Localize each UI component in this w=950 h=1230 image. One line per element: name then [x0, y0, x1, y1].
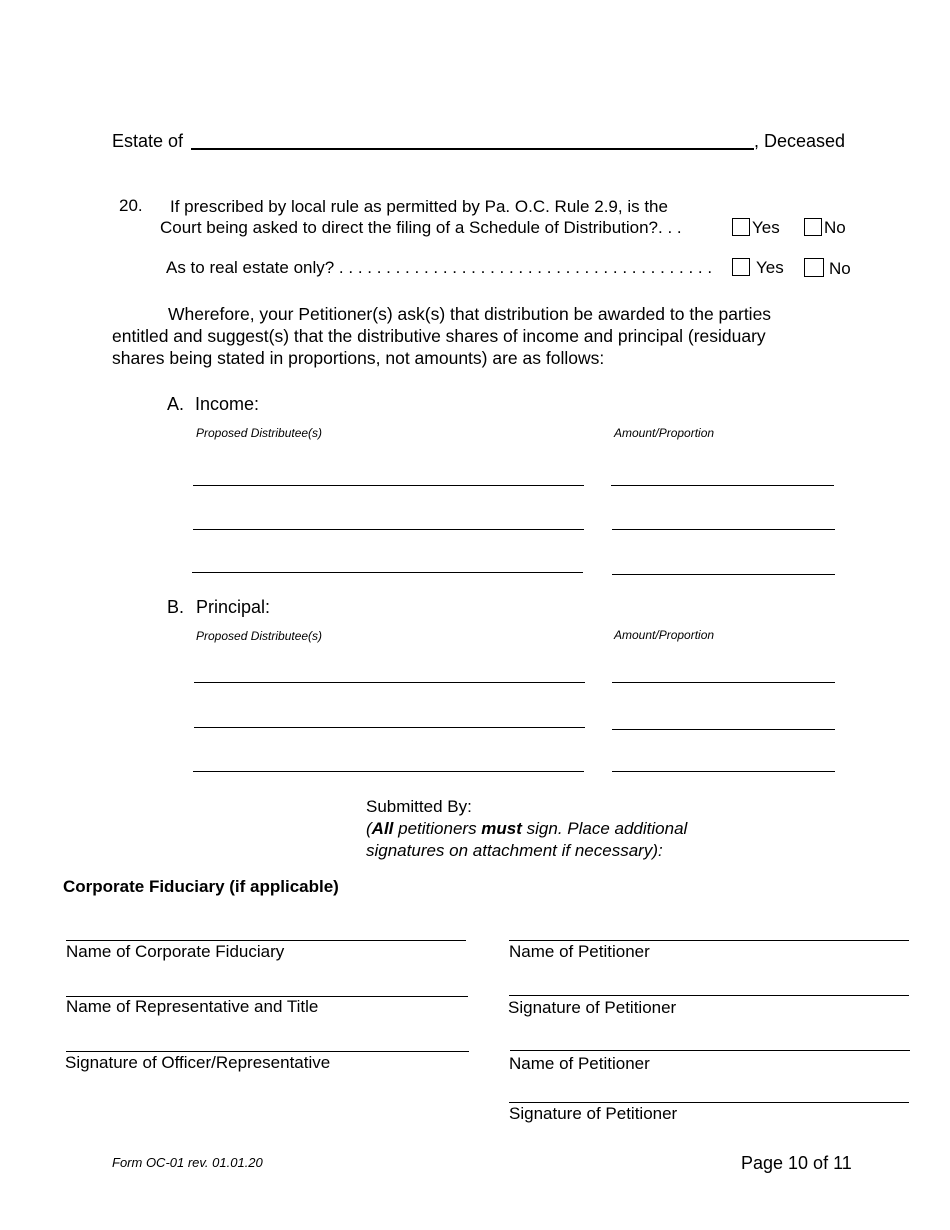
petitioner2-signature-line[interactable] [509, 1102, 909, 1103]
income-amount-line-1[interactable] [611, 485, 834, 486]
income-distributee-line-2[interactable] [193, 529, 584, 530]
wherefore-text: Wherefore, your Petitioner(s) ask(s) that distribution be awarded to the parties entitled and suggest(s) that the distributive shares of income and principal (residuary shares being stated in proportions, not amounts) are as follows: [112, 304, 772, 368]
principal-amount-line-2[interactable] [612, 729, 835, 730]
page-number: Page 10 of 11 [741, 1153, 852, 1173]
principal-amount-header: Amount/Proportion [614, 628, 715, 642]
real-estate-no-checkbox[interactable] [804, 258, 824, 277]
petitioner2-name-label: Name of Petitioner [509, 1054, 650, 1073]
principal-distributee-line-1[interactable] [194, 682, 585, 683]
petitioner1-name-line[interactable] [509, 940, 909, 941]
income-distributee-header: Proposed Distributee(s) [196, 426, 323, 440]
principal-distributee-header: Proposed Distributee(s) [196, 629, 323, 643]
income-letter: A. [167, 394, 185, 414]
income-amount-line-2[interactable] [612, 529, 835, 530]
note-must: must [481, 819, 522, 838]
real-estate-no-label: No [829, 259, 851, 278]
real-estate-question: As to real estate only? . . . . . . . . . . . . . . . . . . . . . . . . . . . . . . . . . . . . . . . . [166, 258, 713, 277]
principal-amount-line-3[interactable] [612, 771, 835, 772]
item-number: 20. [119, 196, 143, 215]
income-distributee-line-1[interactable] [193, 485, 584, 486]
petitioner1-signature-line[interactable] [509, 995, 909, 996]
note-all: All [371, 819, 394, 838]
note-rest: sign. Place additional [521, 819, 688, 838]
corporate-name-line[interactable] [66, 940, 466, 941]
submitted-note-line1 [366, 819, 687, 839]
schedule-yes-checkbox[interactable] [732, 218, 750, 236]
officer-signature-line[interactable] [66, 1051, 469, 1052]
income-amount-header: Amount/Proportion [614, 426, 715, 440]
real-estate-yes-option[interactable] [732, 258, 784, 278]
wherefore-paragraph [112, 303, 822, 369]
submitted-note-line2: signatures on attachment if necessary): [366, 841, 663, 860]
note-mid: petitioners [393, 819, 482, 838]
principal-distributee-line-3[interactable] [193, 771, 584, 772]
petitioner2-signature-label: Signature of Petitioner [509, 1104, 678, 1123]
principal-letter: B. [167, 597, 185, 617]
submitted-by-label: Submitted By: [366, 797, 472, 816]
schedule-no-checkbox[interactable] [804, 218, 822, 236]
schedule-no-option[interactable] [804, 218, 846, 238]
principal-amount-line-1[interactable] [612, 682, 835, 683]
principal-distributee-line-2[interactable] [194, 727, 585, 728]
schedule-yes-label: Yes [752, 218, 780, 237]
form-id: Form OC-01 rev. 01.01.20 [112, 1155, 263, 1170]
item20-question-line2: Court being asked to direct the filing of a Schedule of Distribution?. . . [160, 218, 682, 237]
estate-name-line[interactable] [191, 148, 754, 150]
corporate-name-label: Name of Corporate Fiduciary [66, 942, 285, 961]
principal-title: Principal: [196, 597, 271, 617]
estate-of-label: Estate of [112, 131, 184, 151]
income-distributee-line-3[interactable] [192, 572, 583, 573]
petitioner1-signature-label: Signature of Petitioner [508, 998, 677, 1017]
real-estate-yes-label: Yes [756, 258, 784, 277]
petitioner1-name-label: Name of Petitioner [509, 942, 650, 961]
income-amount-line-3[interactable] [612, 574, 835, 575]
officer-signature-label: Signature of Officer/Representative [65, 1053, 331, 1072]
income-title: Income: [195, 394, 260, 414]
schedule-yes-option[interactable] [732, 218, 780, 238]
item20-question-line1: If prescribed by local rule as permitted by Pa. O.C. Rule 2.9, is the [170, 197, 668, 216]
petitioner2-name-line[interactable] [510, 1050, 910, 1051]
deceased-label: , Deceased [754, 131, 846, 151]
note-open: ( [366, 819, 372, 838]
representative-label: Name of Representative and Title [66, 997, 319, 1016]
corporate-fiduciary-heading: Corporate Fiduciary (if applicable) [63, 877, 339, 896]
real-estate-no-option[interactable] [804, 258, 851, 279]
real-estate-yes-checkbox[interactable] [732, 258, 750, 276]
schedule-no-label: No [824, 218, 846, 237]
